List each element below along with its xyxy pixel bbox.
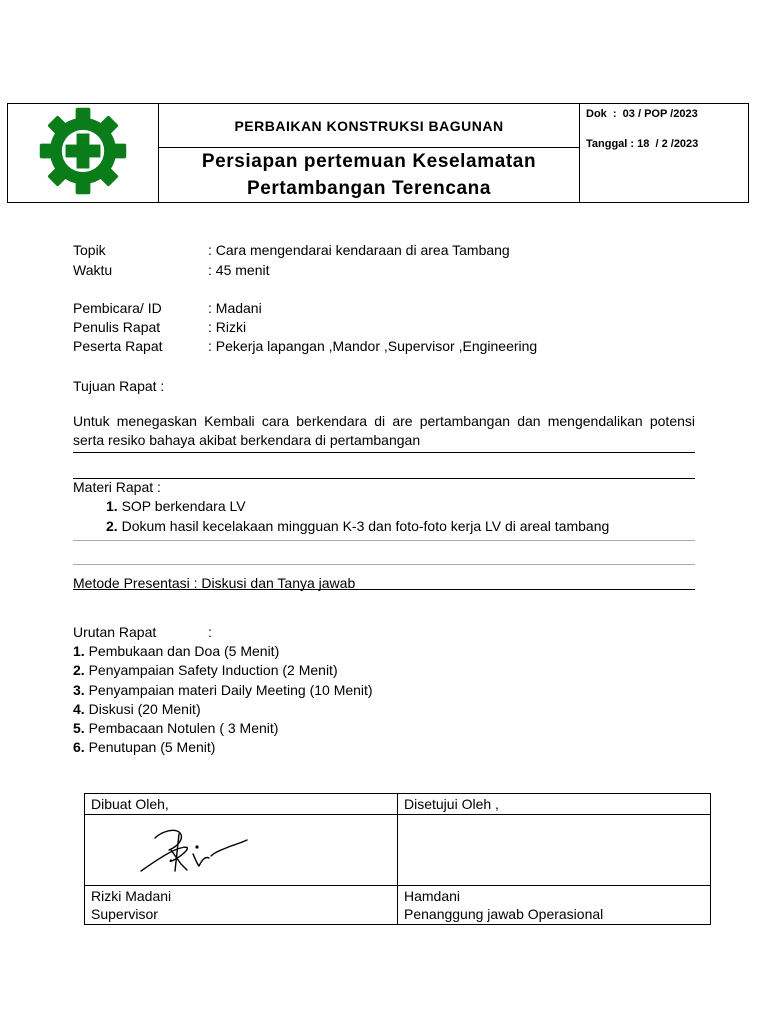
signature-table — [84, 793, 711, 925]
safety-cross-gear-icon — [37, 105, 129, 197]
title-line-2: Pertambangan Terencana — [246, 178, 492, 199]
list-number: 1. — [73, 643, 85, 659]
list-text: Pembacaan Notulen ( 3 Menit) — [84, 720, 279, 736]
divider — [73, 478, 695, 479]
list-number: 2. — [106, 518, 118, 534]
handwritten-signature — [139, 824, 249, 876]
list-text: SOP berkendara LV — [117, 498, 246, 514]
list-number: 2. — [73, 662, 85, 678]
list-text: Pembukaan dan Doa (5 Menit) — [84, 643, 280, 659]
title-line-1: Persiapan pertemuan Keselamatan — [201, 151, 537, 172]
list-number: 6. — [73, 739, 85, 755]
urutan-item — [73, 738, 215, 757]
materi-label: Materi Rapat : — [73, 479, 161, 495]
disetujui-label: Disetujui Oleh , — [398, 794, 711, 815]
document-title — [159, 148, 580, 203]
urutan-item — [73, 681, 373, 700]
signatory-role: Penanggung jawab Operasional — [404, 906, 604, 922]
signatory-name: Hamdani — [404, 888, 461, 904]
signature-cell-left — [85, 815, 398, 886]
peserta-value: : Pekerja lapangan ,Mandor ,Supervisor ,Engineering — [208, 338, 538, 354]
penulis-value: : Rizki — [208, 319, 247, 335]
topik-label: Topik — [73, 242, 106, 258]
divider — [73, 589, 695, 590]
logo-cell — [8, 104, 159, 203]
materi-item — [106, 497, 246, 516]
tujuan-label: Tujuan Rapat : — [73, 378, 165, 394]
waktu-value: : 45 menit — [208, 262, 270, 278]
peserta-label: Peserta Rapat — [73, 338, 163, 354]
divider — [73, 540, 695, 541]
doc-date: Tanggal : 18 / 2 /2023 — [586, 138, 699, 150]
tujuan-text: Untuk menegaskan Kembali cara berkendara di are pertambangan dan mengendalikan potensi serta resiko bahaya akibat berkendara di pertambangan — [73, 413, 695, 448]
signatory-left — [85, 886, 398, 925]
list-text: Penutupan (5 Menit) — [84, 739, 216, 755]
materi-item — [106, 517, 609, 536]
list-number: 5. — [73, 720, 85, 736]
list-text: Penyampaian materi Daily Meeting (10 Menit) — [84, 682, 373, 698]
list-text: Diskusi (20 Menit) — [84, 701, 201, 717]
urutan-item — [73, 642, 279, 661]
list-text: Dokum hasil kecelakaan mingguan K-3 dan foto-foto kerja LV di areal tambang — [117, 518, 610, 534]
doc-number: Dok : 03 / POP /2023 — [586, 108, 698, 120]
penulis-label: Penulis Rapat — [73, 319, 161, 335]
list-number: 1. — [106, 498, 118, 514]
pembicara-value: : Madani — [208, 300, 262, 316]
metode-text: Metode Presentasi : Diskusi dan Tanya jawab — [73, 575, 356, 591]
urutan-label: Urutan Rapat — [73, 624, 157, 640]
urutan-colon: : — [208, 624, 212, 640]
topik-value: : Cara mengendarai kendaraan di area Tambang — [208, 242, 510, 258]
signatory-name: Rizki Madani — [91, 888, 172, 904]
urutan-item — [73, 661, 338, 680]
document-header — [7, 103, 749, 203]
list-text: Penyampaian Safety Induction (2 Menit) — [84, 662, 338, 678]
divider — [73, 564, 695, 565]
signatory-right — [398, 886, 711, 925]
urutan-item — [73, 700, 201, 719]
signature-cell-right — [398, 815, 711, 886]
list-number: 4. — [73, 701, 85, 717]
dibuat-label: Dibuat Oleh, — [85, 794, 398, 815]
signatory-role: Supervisor — [91, 906, 158, 922]
pembicara-label: Pembicara/ ID — [73, 300, 162, 316]
company-name: PERBAIKAN KONSTRUKSI BAGUNAN — [159, 104, 580, 148]
urutan-item — [73, 719, 278, 738]
waktu-label: Waktu — [73, 262, 113, 278]
divider — [73, 452, 695, 453]
list-number: 3. — [73, 682, 85, 698]
document-meta — [580, 104, 749, 203]
